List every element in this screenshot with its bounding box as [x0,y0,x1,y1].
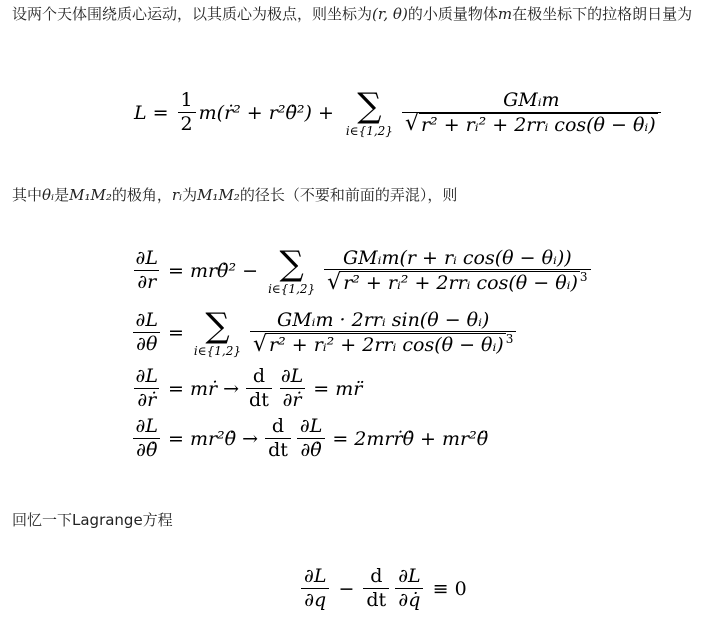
dL-dtheta-torque-fraction [250,310,516,357]
dL-dr-denominator: ∂r [134,270,159,294]
force-denominator [324,269,590,294]
explain-text-1: 其中 [12,186,43,204]
half-numerator: 1 [180,89,193,112]
square-root [253,333,506,356]
summation [193,306,241,358]
intro-mass: m [497,5,513,23]
summation-sigma: ∑ [205,306,230,346]
explain-m1m2-a: M₁M₂ [69,186,112,204]
partial-numerator: ∂L [299,415,323,438]
dL-dtheta-fraction [133,310,161,356]
dt-denominator: dt [265,438,291,462]
dL-drdot-numerator: ∂L [135,365,158,388]
d-dt-fraction [265,416,291,462]
intro-text-3: 在极坐标下的拉格朗日量为 [512,5,693,23]
derivative-row-r [104,240,594,302]
dL-dr-force-fraction [324,248,590,295]
partial-numerator: ∂L [280,365,304,388]
torque-denominator [250,331,516,356]
explain-m1m2-b: M₁M₂ [197,186,240,204]
square-root [405,113,658,136]
half-denominator: 2 [178,112,196,136]
summation-sigma: ∑ [357,86,382,126]
intro-paragraph [12,2,712,26]
dL-dqdot-numerator: ∂L [398,565,421,588]
potential-denominator [402,112,661,137]
dL-drdot-denominator: ∂ṙ [134,388,159,412]
dL-drdot-fraction [133,366,161,412]
dt-denominator: dt [246,388,272,412]
summation [268,244,316,296]
intro-coordinate: (r, θ) [372,5,408,23]
explain-text-2: 是 [54,186,70,204]
partial-fraction [297,416,325,462]
radicand: r² + rᵢ² + 2rrᵢ cos(θ − θᵢ) [420,113,656,136]
explain-paragraph [12,183,712,207]
intro-text-1: 设两个天体围绕质心运动，以其质心为极点，则坐标为 [12,5,373,23]
radical-sign: √ [327,269,342,295]
thetadot-result: = 2mrṙθ̇ + mr²θ̈ [332,428,489,450]
torque-numerator: GMᵢm · 2rrᵢ sin(θ − θᵢ) [277,308,490,331]
d-dt-fraction [363,566,389,612]
plus-sign: + [317,102,334,124]
potential-fraction [402,90,661,137]
d-numerator: d [271,415,285,438]
dL-dq-denominator: ∂q [301,588,329,612]
radicand: r² + rᵢ² + 2rrᵢ cos(θ − θᵢ) [269,333,504,356]
derivative-row-rdot [104,364,362,414]
partial-fraction [278,366,306,412]
d-numerator: d [252,365,266,388]
summation [345,86,393,138]
dL-dthetadot-denominator: ∂θ̇ [133,438,160,462]
potential-numerator: GMᵢm [503,88,560,111]
power-exponent: 3 [579,270,588,285]
dL-dtheta-rhs-prefix: = [168,322,184,344]
dL-dqdot-fraction [395,566,423,612]
dL-dr-rhs-prefix: = mrθ̇² − [168,260,259,282]
dL-dqdot-denominator: ∂q̇ [395,588,423,612]
explain-text-5: 的径长（不要和前面的弄混），则 [239,186,458,204]
lagrangian-equation [134,84,664,142]
partial-denominator: ∂θ̇ [297,438,324,462]
dL-dtheta-denominator: ∂θ [133,332,160,356]
derivative-row-theta [104,302,519,364]
dL-dthetadot-rhs-prefix: = mr²θ̇ → [168,428,259,450]
half-fraction [178,90,196,136]
d-numerator: d [370,565,383,588]
dL-dtheta-numerator: ∂L [135,309,158,332]
dL-dq-fraction [301,566,329,612]
dL-dq-numerator: ∂L [304,565,327,588]
dt-denominator: dt [363,588,389,612]
summation-index: i∈{1,2} [193,344,241,358]
lagrangian-lhs: L [134,102,147,124]
force-numerator: GMᵢm(r + rᵢ cos(θ − θᵢ)) [343,246,572,269]
radical-sign: √ [253,331,268,357]
summation-index: i∈{1,2} [345,124,393,138]
equals-sign: = [152,102,169,124]
minus-sign: − [338,578,355,600]
kinetic-term: m(ṙ² + r²θ̇²) [198,102,312,124]
explain-text-4: 为 [182,186,198,204]
dL-dr-numerator: ∂L [135,247,158,270]
square-root [327,271,580,294]
lagrange-equation [298,562,467,616]
power-exponent: 3 [505,332,514,347]
radicand: r² + rᵢ² + 2rrᵢ cos(θ − θᵢ) [343,271,578,294]
summation-sigma: ∑ [279,244,304,284]
dL-dthetadot-numerator: ∂L [135,415,158,438]
dL-dr-fraction [133,248,161,294]
explain-theta-i: θᵢ [42,186,55,204]
intro-text-2: 的小质量物体 [407,5,498,23]
d-dt-fraction [246,366,272,412]
explain-r-i: rᵢ [171,186,183,204]
rdot-result: = mr̈ [313,378,363,400]
dL-drdot-rhs-prefix: = mṙ → [168,378,240,400]
identically-zero: ≡ 0 [432,578,467,600]
summation-index: i∈{1,2} [268,282,316,296]
partial-denominator: ∂ṙ [280,388,305,412]
recall-paragraph: 回忆一下Lagrange方程 [12,511,173,529]
derivative-block [104,240,594,464]
dL-dthetadot-fraction [133,416,161,462]
radical-sign: √ [404,111,419,137]
derivative-row-thetadot [104,414,488,464]
explain-text-3: 的极角， [111,186,172,204]
